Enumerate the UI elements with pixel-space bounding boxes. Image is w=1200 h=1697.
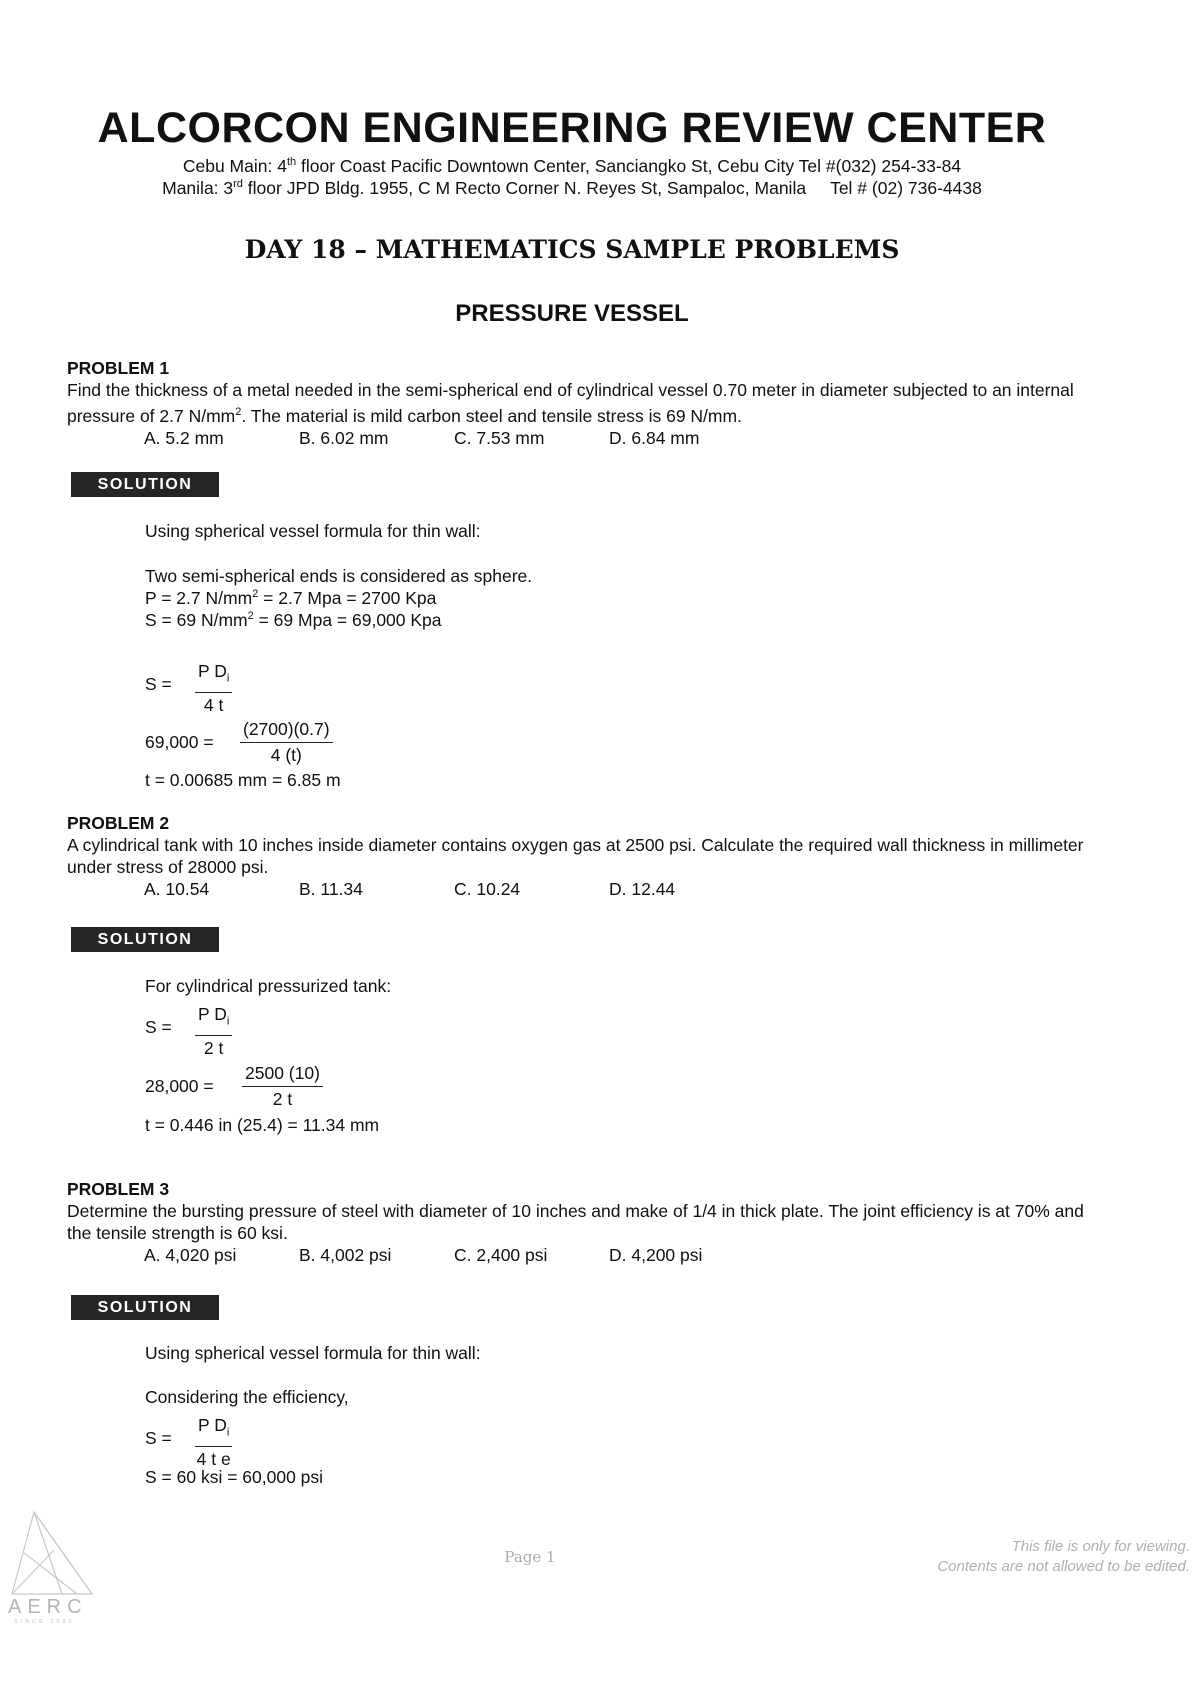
solution-result: t = 0.00685 mm = 6.85 m (145, 770, 341, 790)
solution-note: Two semi-spherical ends is considered as sphere. (145, 566, 533, 586)
topic-title: PRESSURE VESSEL (455, 300, 689, 327)
aerc-logo (4, 1510, 100, 1625)
problem-text: A cylindrical tank with 10 inches inside diameter contains oxygen gas at 2500 psi. Calculate the required wall thickness in millimeter under stress of 28000 psi. (67, 835, 1084, 877)
choice-d: D. 6.84 mm (609, 427, 700, 448)
page-number: Page 1 (504, 1548, 556, 1566)
document-page: ALCORCON ENGINEERING REVIEW CENTER Cebu Main: 4th floor Coast Pacific Downtown Center, Sanciangko St, Cebu City Tel #(032) 254-33-84 Manila: 3rd floor JPD Bldg. 1955, C M Recto Corner N. Reyes St, Sampaloc, Manila Tel # (02) 736-4438 DAY 18 – MATHEMATICS SAMPLE PROBLEMS PRESSURE VESSEL PROBLEM 1 Find the thickness of a metal needed in the semi-spherical end of cylindrical vessel 0.70 meter in diameter subjected to an internal pressure of 2.7 $N/mm^2$. The material is mild carbon steel and tensile stress is 69 N/mm. A. 5.2 mm B. 6.02 mm C. 7.53 mm D. 6.84 mm SOLUTION Using spherical vessel formula for thin wall: Two semi-spherical ends is considered as sphere. P = 2.7 $N/mm^2 = 2.7$ Mpa = 2700 Kpa S = 69 $N/mm^2 = 69$ Mpa = 69,000 Kpa S = $\frac{P D_i}{4 t}$ 69,000 = $\frac{(2700)(0.7)}{4 (t)}$ t = 0.00685 mm = 6.85 m PROBLEM 2 A cylindrical tank with 10 inches inside diameter contains oxygen gas at 2500 psi. Calculate the required wall thickness in millimeter under stress of 28000 psi. A. 10.54 B. 11.34 C. 10.24 D. 12.44 SOLUTION For cylindrical pressurized tank: S = $\frac{P D_i}{2 t}$ 28,000 = $\frac{2500 (10)}{2 t}$ t = 0.446 in (25.4) = 11.34 mm PROBLEM 3 Determine the bursting pressure of steel with diameter of 10 inches and make of 1/4 in thick plate. The joint efficiency is at 70% and the tensile strength is 60 ksi. A. 4,020 psi B. 4,002 psi C. 2,400 psi D. 4,200 psi SOLUTION Using spherical vessel formula for thin wall: Considering the efficiency, S = $\frac{P D_i}{\text{4 t e}}$ S = 60 ksi = 60,000 psi AERC SINCE 1990 Page 1 This file is only for viewing. Contents are not allowed to be edited. (0, 0, 1200, 1697)
problem-label: PROBLEM 3 (67, 1179, 170, 1199)
problem-text: Determine the bursting pressure of steel with diameter of 10 inches and make of 1/4 in thick plate. The joint efficiency is at 70% and the tensile strength is 60 ksi. (67, 1201, 1084, 1243)
answer-choices (144, 878, 1087, 900)
logo-since: SINCE 1990 (14, 1619, 75, 1625)
solution-badge: SOLUTION (71, 1295, 219, 1320)
solution-badge: SOLUTION (71, 927, 219, 952)
problem-3 (67, 1178, 1087, 1266)
solution-intro: Using spherical vessel formula for thin wall: (145, 521, 481, 541)
center-name: ALCORCON ENGINEERING REVIEW CENTER (97, 104, 1047, 152)
solution-badge: SOLUTION (71, 472, 219, 497)
choice-a: A. 4,020 psi (144, 1245, 237, 1265)
problem-label: PROBLEM 2 (67, 813, 170, 833)
manila-address: Manila: 3rd floor JPD Bldg. 1955, C M Recto Corner N. Reyes St, Sampaloc, Manila Tel # (02) 736-4438 (162, 178, 982, 198)
choice-c: C. 2,400 psi (454, 1245, 548, 1265)
choice-a: A. 10.54 (144, 879, 210, 899)
choice-d: D. 4,200 psi (609, 1245, 703, 1265)
day-title: DAY 18 – MATHEMATICS SAMPLE PROBLEMS (244, 235, 900, 264)
problem-1 (67, 357, 1087, 449)
problem-2 (67, 812, 1087, 900)
logo-text: AERC (8, 1596, 88, 1618)
problem-label: PROBLEM 1 (67, 358, 170, 378)
choice-a: A. 5.2 mm (144, 427, 224, 448)
cebu-address: Cebu Main: 4th floor Coast Pacific Downtown Center, Sanciangko St, Cebu City Tel #(032) 254-33-84 (182, 156, 962, 176)
choice-b: B. 6.02 mm (299, 427, 389, 448)
choice-c: C. 7.53 mm (454, 427, 545, 448)
fraction: $\frac{P D_i}{4 t}$ (195, 660, 232, 717)
answer-choices (144, 1244, 1087, 1266)
answer-choices (144, 427, 1087, 449)
solution-result: t = 0.446 in (25.4) = 11.34 mm (145, 1115, 380, 1135)
fraction: $\frac{(2700)(0.7)}{4 (t)}$ (240, 718, 333, 767)
choice-c: C. 10.24 (454, 879, 521, 899)
fraction: $\frac{2500 (10)}{2 t}$ (242, 1062, 323, 1111)
solution-result: S = 60 ksi = 60,000 psi (145, 1467, 324, 1487)
solution-intro: Using spherical vessel formula for thin wall: (145, 1343, 481, 1363)
fraction: $\frac{P D_i}{\text{4 t e}}$ (196, 1415, 231, 1469)
viewing-notice: This file is only for viewing. Contents are not allowed to be edited. (937, 1538, 1190, 1575)
solution-note: Considering the efficiency, (145, 1387, 349, 1407)
choice-b: B. 4,002 psi (299, 1245, 392, 1265)
solution-intro: For cylindrical pressurized tank: (145, 976, 392, 996)
fraction: $\frac{P D_i}{2 t}$ (195, 1003, 232, 1060)
pressure-line: P = 2.7 $N/mm^2 = 2.7$ Mpa = 2700 Kpa (145, 588, 437, 608)
choice-b: B. 11.34 (299, 879, 363, 899)
problem-text: Find the thickness of a metal needed in the semi-spherical end of cylindrical vessel 0.70 meter in diameter subjected to an internal pressure of 2.7 $N/mm^2$. The material is mild carbon steel and tensile stress is 69 N/mm. (67, 380, 1074, 426)
choice-d: D. 12.44 (609, 879, 676, 899)
stress-line: S = 69 $N/mm^2 = 69$ Mpa = 69,000 Kpa (145, 610, 442, 630)
